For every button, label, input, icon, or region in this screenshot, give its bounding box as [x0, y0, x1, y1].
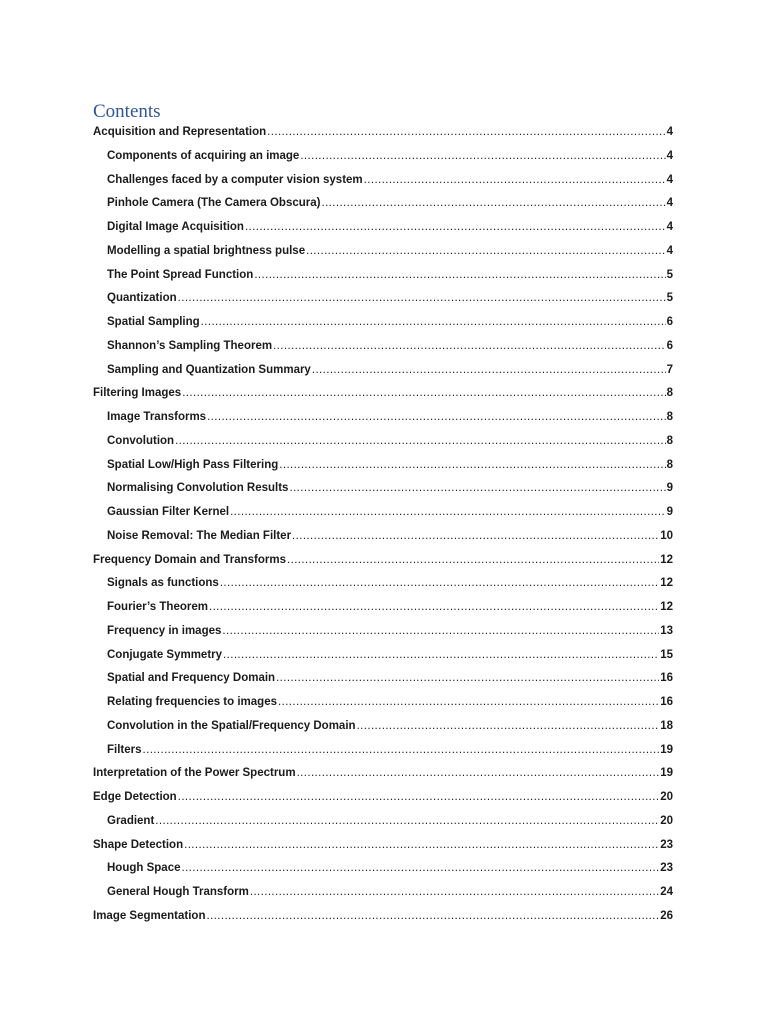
toc-entry-section[interactable]	[107, 292, 673, 312]
toc-heading: Contents	[93, 101, 161, 122]
toc-entry-section[interactable]	[107, 411, 673, 431]
toc-entry-section[interactable]	[107, 601, 673, 621]
toc-dot-leader	[276, 672, 659, 684]
toc-dot-leader	[155, 815, 659, 827]
toc-entry-title: Fourier’s Theorem	[107, 601, 208, 613]
toc-entry-page-number: 4	[666, 221, 673, 233]
toc-entry-page-number: 6	[666, 339, 673, 352]
toc-entry-section[interactable]	[107, 672, 673, 692]
toc-entry-section[interactable]	[107, 174, 673, 194]
toc-dot-leader	[181, 862, 659, 874]
toc-entry-title: Conjugate Symmetry	[107, 648, 223, 661]
toc-entry-page-number: 23	[660, 838, 673, 851]
toc-entry-section[interactable]	[107, 696, 673, 716]
toc-entry-page-number: 19	[660, 767, 673, 780]
toc-entry-section[interactable]	[107, 530, 673, 550]
toc-entry-page-number: 4	[666, 173, 673, 186]
toc-dot-leader	[143, 744, 660, 756]
toc-entry-title: Gaussian Filter Kernel	[107, 506, 230, 518]
toc-entry-page-number: 7	[666, 363, 673, 376]
toc-entry-title: Digital Image Acquisition	[107, 221, 244, 233]
toc-entry-chapter[interactable]	[93, 791, 673, 811]
toc-entry-title: Frequency in images	[107, 624, 222, 637]
toc-entry-title: Components of acquiring an image	[107, 149, 300, 162]
toc-entry-title: Filters	[107, 743, 142, 756]
toc-entry-page-number: 20	[660, 791, 673, 803]
toc-entry-title: Filtering Images	[93, 387, 182, 400]
toc-dot-leader	[364, 174, 666, 186]
toc-entry-page-number: 18	[660, 719, 673, 732]
toc-dot-leader	[289, 482, 665, 494]
toc-dot-leader	[178, 292, 666, 304]
toc-entry-page-number: 13	[660, 624, 673, 637]
toc-entry-title: The Point Spread Function	[107, 268, 254, 281]
toc-dot-leader	[182, 387, 665, 399]
toc-entry-title: Shannon’s Sampling Theorem	[107, 339, 273, 352]
toc-dot-leader	[222, 625, 659, 637]
toc-dot-leader	[357, 720, 660, 732]
toc-entry-section[interactable]	[107, 364, 673, 384]
toc-dot-leader	[220, 577, 659, 589]
toc-entry-chapter[interactable]	[93, 839, 673, 859]
toc-entry-title: Hough Space	[107, 862, 181, 875]
toc-entry-section[interactable]	[107, 150, 673, 170]
toc-dot-leader	[209, 601, 659, 613]
toc-dot-leader	[312, 364, 666, 376]
toc-entry-section[interactable]	[107, 221, 673, 241]
toc-dot-leader	[201, 316, 666, 328]
toc-entry-section[interactable]	[107, 340, 673, 360]
toc-entry-page-number: 5	[666, 268, 673, 281]
toc-dot-leader	[287, 554, 659, 566]
toc-dot-leader	[223, 649, 659, 661]
toc-entry-section[interactable]	[107, 245, 673, 265]
toc-entry-title: Pinhole Camera (The Camera Obscura)	[107, 197, 321, 210]
toc-entry-title: Spatial Low/High Pass Filtering	[107, 458, 279, 471]
toc-entry-section[interactable]	[107, 886, 673, 906]
toc-entry-title: Convolution in the Spatial/Frequency Domain	[107, 719, 356, 732]
toc-dot-leader	[245, 221, 666, 233]
toc-entry-section[interactable]	[107, 720, 673, 740]
toc-entry-section[interactable]	[107, 435, 673, 455]
toc-dot-leader	[300, 150, 665, 162]
toc-entry-title: Image Transforms	[107, 411, 207, 423]
toc-dot-leader	[279, 459, 665, 471]
toc-entry-title: Normalising Convolution Results	[107, 482, 289, 495]
toc-dot-leader	[175, 435, 666, 447]
toc-entry-section[interactable]	[107, 577, 673, 597]
toc-entry-title: Quantization	[107, 292, 177, 305]
toc-entry-page-number: 20	[660, 814, 673, 827]
toc-entry-title: Spatial and Frequency Domain	[107, 672, 276, 685]
toc-entry-title: Signals as functions	[107, 577, 219, 590]
toc-entry-chapter[interactable]	[93, 767, 673, 787]
toc-entry-title: Acquisition and Representation	[93, 126, 267, 138]
toc-entry-title: Relating frequencies to images	[107, 696, 277, 708]
toc-dot-leader	[292, 530, 659, 542]
toc-entry-chapter[interactable]	[93, 126, 673, 146]
toc-entry-page-number: 12	[660, 553, 673, 566]
toc-entry-section[interactable]	[107, 649, 673, 669]
toc-entry-section[interactable]	[107, 815, 673, 835]
toc-entry-section[interactable]	[107, 269, 673, 289]
toc-entry-page-number: 8	[666, 411, 673, 423]
toc-entry-section[interactable]	[107, 506, 673, 526]
toc-dot-leader	[207, 411, 666, 423]
toc-entry-title: Frequency Domain and Transforms	[93, 553, 286, 566]
toc-entry-page-number: 8	[666, 434, 673, 447]
toc-entry-page-number: 16	[660, 672, 673, 685]
toc-entry-page-number: 4	[666, 126, 673, 138]
toc-entry-section[interactable]	[107, 625, 673, 645]
toc-dot-leader	[297, 767, 660, 779]
toc-entry-page-number: 19	[660, 743, 673, 756]
toc-entry-page-number: 23	[660, 862, 673, 875]
toc-dot-leader	[267, 126, 665, 138]
toc-dot-leader	[250, 886, 659, 898]
toc-entry-title: Modelling a spatial brightness pulse	[107, 244, 306, 257]
toc-entry-page-number: 4	[666, 244, 673, 257]
toc-entry-page-number: 4	[666, 149, 673, 162]
toc-entry-section[interactable]	[107, 482, 673, 502]
toc-dot-leader	[230, 506, 666, 518]
toc-entry-page-number: 12	[660, 577, 673, 590]
toc-entry-title: Noise Removal: The Median Filter	[107, 529, 292, 542]
toc-entry-page-number: 8	[666, 458, 673, 471]
toc-dot-leader	[273, 340, 666, 352]
toc-entry-title: Shape Detection	[93, 838, 184, 851]
toc-entry-section[interactable]	[107, 459, 673, 479]
toc-dot-leader	[184, 839, 659, 851]
toc-entry-title: Spatial Sampling	[107, 316, 200, 328]
toc-entry-section[interactable]	[107, 744, 673, 764]
toc-dot-leader	[206, 910, 659, 922]
toc-entry-title: Convolution	[107, 434, 175, 447]
toc-entry-title: Challenges faced by a computer vision system	[107, 173, 363, 186]
toc-entry-section[interactable]	[107, 197, 673, 217]
toc-entry-page-number: 16	[660, 696, 673, 708]
toc-entry-title: Image Segmentation	[93, 909, 206, 922]
toc-dot-leader	[306, 245, 666, 257]
toc-entry-page-number: 9	[666, 482, 673, 495]
toc-entry-title: Interpretation of the Power Spectrum	[93, 767, 296, 780]
toc-entry-page-number: 4	[666, 197, 673, 210]
toc-entry-chapter[interactable]	[93, 387, 673, 407]
toc-entry-title: General Hough Transform	[107, 886, 249, 898]
toc-entry-chapter[interactable]	[93, 554, 673, 574]
toc-entry-section[interactable]	[107, 862, 673, 882]
toc-entry-page-number: 15	[660, 648, 673, 661]
toc-dot-leader	[321, 197, 665, 209]
toc-dot-leader	[254, 269, 665, 281]
toc-dot-leader	[278, 696, 659, 708]
toc-dot-leader	[178, 791, 659, 803]
toc-entry-title: Sampling and Quantization Summary	[107, 363, 311, 376]
toc-entry-section[interactable]	[107, 316, 673, 336]
toc-entry-page-number: 24	[660, 886, 673, 898]
toc-entry-page-number: 12	[660, 601, 673, 613]
toc-entry-chapter[interactable]	[93, 910, 673, 930]
toc-entry-title: Gradient	[107, 814, 155, 827]
toc-entry-page-number: 6	[666, 316, 673, 328]
toc-entry-page-number: 5	[666, 292, 673, 305]
toc-entry-page-number: 10	[660, 529, 673, 542]
toc-entry-page-number: 9	[666, 506, 673, 518]
toc-entry-page-number: 26	[660, 909, 673, 922]
toc-entry-page-number: 8	[666, 387, 673, 400]
toc-entry-title: Edge Detection	[93, 791, 177, 803]
